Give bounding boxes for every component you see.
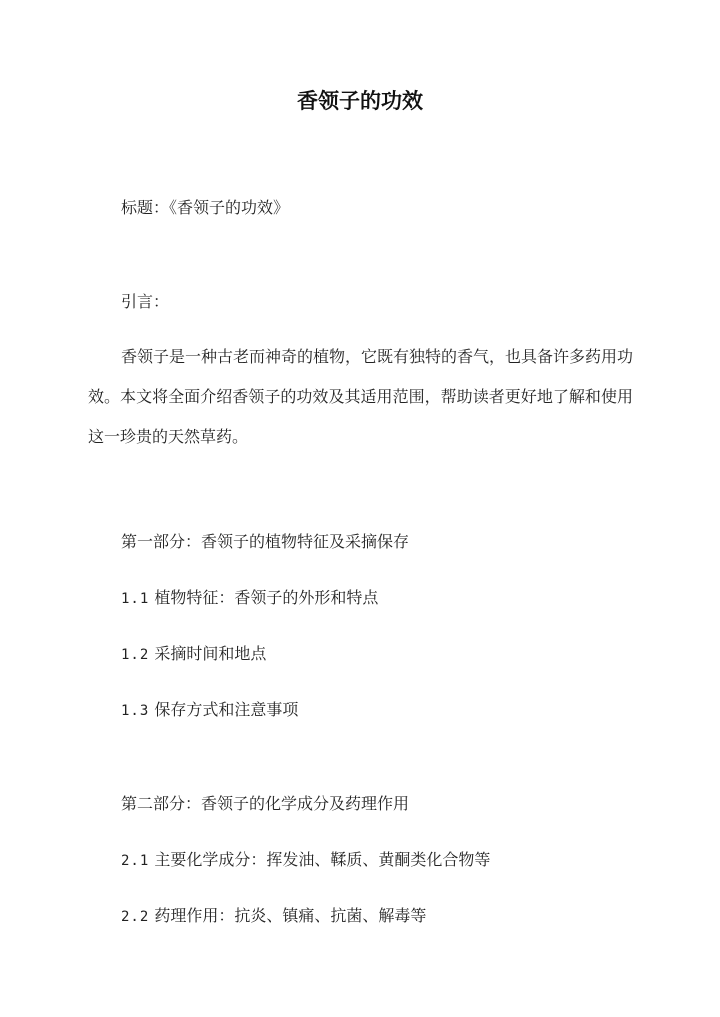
- part1-item-3: [121, 698, 298, 723]
- part1-item-2-number: 1.2: [121, 647, 150, 663]
- part1-item-3-number: 1.3: [121, 703, 150, 719]
- intro-paragraph: 香领子是一种古老而神奇的植物，它既有独特的香气，也具备许多药用功效。本文将全面介绍香领子的功效及其适用范围，帮助读者更好地了解和使用这一珍贵的天然草药。: [88, 347, 634, 446]
- part1-title: 第一部分：香领子的植物特征及采摘保存: [121, 532, 410, 551]
- part2-title: 第二部分：香领子的化学成分及药理作用: [121, 794, 410, 813]
- part1-item-1-text: 植物特征：香领子的外形和特点: [154, 588, 379, 607]
- document-title: 香领子的功效: [297, 88, 423, 113]
- part2-item-2-number: 2.2: [121, 909, 150, 925]
- part2-item-1: [121, 848, 490, 873]
- part2-item-2-text: 药理作用：抗炎、镇痛、抗菌、解毒等: [154, 906, 427, 925]
- part1-item-3-text: 保存方式和注意事项: [154, 700, 299, 719]
- part1-item-1: [121, 586, 378, 611]
- part1-item-1-number: 1.1: [121, 591, 150, 607]
- part1-item-2: [121, 642, 266, 667]
- heading-label: 标题：《香领子的功效》: [121, 198, 290, 217]
- part1-item-2-text: 采摘时间和地点: [154, 644, 267, 663]
- intro-label: 引言：: [121, 292, 170, 311]
- part2-item-1-text: 主要化学成分：挥发油、鞣质、黄酮类化合物等: [154, 850, 491, 869]
- part2-item-1-number: 2.1: [121, 853, 150, 869]
- part2-item-2: [121, 904, 426, 929]
